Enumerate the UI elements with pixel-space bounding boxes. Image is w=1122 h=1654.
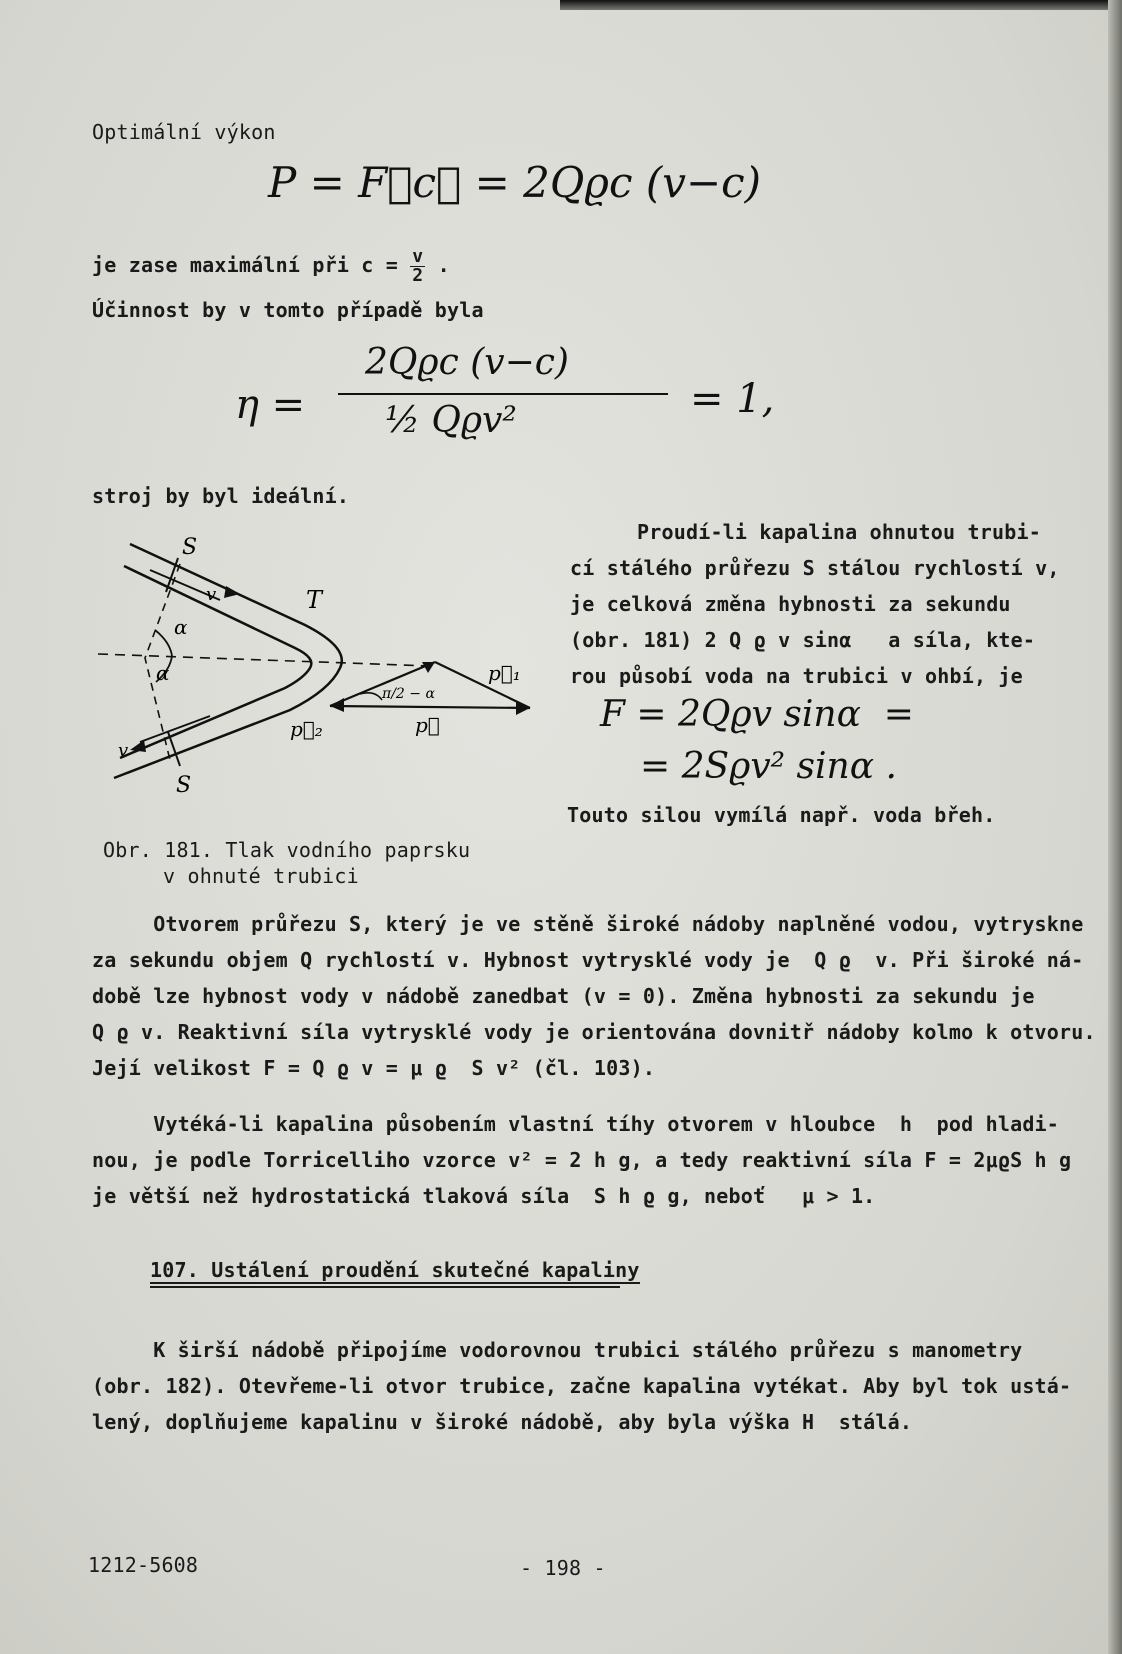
text-touto: Touto silou vymílá např. voda břeh. <box>567 803 996 827</box>
section-heading-text: 107. Ustálení proudění skutečné kapaliny <box>150 1258 640 1282</box>
label-alpha-down: α <box>156 661 170 685</box>
text-maximum-post: . <box>425 253 450 277</box>
fraction-den: 2 <box>412 265 424 286</box>
label-alpha-up: α <box>174 615 188 639</box>
para2-line-3: je větší než hydrostatická tlaková síla S h ϱ g, neboť μ > 1. <box>92 1184 876 1208</box>
equation-eta-rhs: = 1, <box>690 376 775 422</box>
caption-line-1: Obr. 181. Tlak vodního paprsku <box>103 838 471 862</box>
fraction-bar <box>338 393 668 395</box>
side-line-1: Proudí-li kapalina ohnutou trubi- <box>637 520 1041 544</box>
para1-line-1: Otvorem průřezu S, který je ve stěně široké nádoby naplněné vodou, vytryskne <box>92 912 1084 936</box>
label-s-top: S <box>182 535 198 560</box>
fraction-v-over-2 <box>410 248 425 285</box>
para1-line-3: době lze hybnost vody v nádobě zanedbat (v = 0). Změna hybnosti za sekundu je <box>92 984 1035 1008</box>
scan-edge-right <box>1108 0 1122 1654</box>
text-maximum <box>92 248 450 285</box>
para1-line-5: Její velikost F = Q ϱ v = μ ϱ S v² (čl. 103). <box>92 1056 656 1080</box>
caption-line-2: v ohnuté trubici <box>163 864 359 888</box>
page-number: - 198 - <box>520 1556 606 1580</box>
text-efficiency: Účinnost by v tomto případě byla <box>92 298 484 322</box>
para2-line-2: nou, je podle Torricelliho vzorce v² = 2 h g, a tedy reaktivní síla F = 2μϱS h g <box>92 1148 1072 1172</box>
equation-force-2: = 2Sϱv² sinα . <box>640 746 897 787</box>
label-t: T <box>306 586 323 614</box>
equation-eta-denominator: ½ Qϱv² <box>385 400 517 441</box>
equation-power: P = F⃗c⃗ = 2Qϱc (v−c) <box>268 158 762 207</box>
equation-force-1: F = 2Qϱv sinα = <box>600 694 914 735</box>
text-optimal-power: Optimální výkon <box>92 120 276 144</box>
label-p2: p⃗₂ <box>290 717 323 741</box>
label-v-top: v <box>206 584 217 605</box>
para2-line-1: Vytéká-li kapalina působením vlastní tíhy otvorem v hloubce h pod hladi- <box>92 1112 1060 1136</box>
para3-line-3: lený, doplňujeme kapalinu v široké nádobě, aby byla výška H stálá. <box>92 1410 913 1434</box>
para3-line-2: (obr. 182). Otevřeme-li otvor trubice, začne kapalina vytékat. Aby byl tok ustá- <box>92 1374 1072 1398</box>
para1-line-4: Q ϱ v. Reaktivní síla vytrysklé vody je orientována dovnitř nádoby kolmo k otvoru. <box>92 1020 1096 1044</box>
label-s-bottom: S <box>176 773 192 798</box>
para3-line-1: K širší nádobě připojíme vodorovnou trubici stálého průřezu s manometry <box>92 1338 1023 1362</box>
scan-edge-top <box>560 0 1122 10</box>
label-p: p⃗ <box>415 713 440 737</box>
footer-code: 1212-5608 <box>88 1553 199 1577</box>
label-v-bottom: v <box>118 740 129 761</box>
figure-181-bent-tube <box>90 530 550 800</box>
section-underline <box>150 1286 620 1288</box>
side-line-3: je celková změna hybnosti za sekundu <box>570 592 1011 616</box>
section-heading <box>150 1258 640 1282</box>
side-line-5: rou působí voda na trubici v ohbí, je <box>570 664 1023 688</box>
fraction-num: v <box>412 246 424 267</box>
para1-line-2: za sekundu objem Q rychlostí v. Hybnost vytrysklé vody je Q ϱ v. Při široké ná- <box>92 948 1084 972</box>
label-p1: p⃗₁ <box>488 661 521 685</box>
equation-eta-numerator: 2Qϱc (v−c) <box>365 342 569 383</box>
label-half-alpha: π/2 − α <box>382 686 435 702</box>
side-line-4: (obr. 181) 2 Q ϱ v sinα a síla, kte- <box>570 628 1036 652</box>
text-ideal: stroj by byl ideální. <box>92 484 350 508</box>
equation-eta-lhs: η = <box>235 382 306 428</box>
text-maximum-pre: je zase maximální při c = <box>92 253 411 277</box>
side-line-2: cí stálého průřezu S stálou rychlostí v, <box>570 556 1060 580</box>
